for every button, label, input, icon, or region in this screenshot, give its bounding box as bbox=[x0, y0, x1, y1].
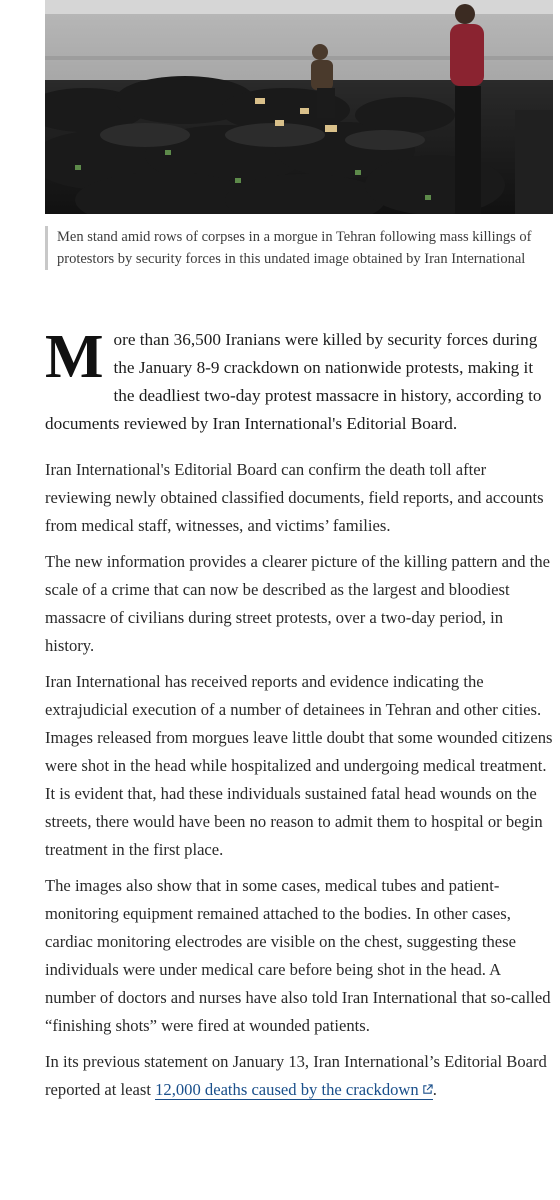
drop-cap: M bbox=[45, 323, 104, 391]
lead-paragraph bbox=[45, 323, 553, 438]
paragraph-text-before-link: In its previous statement on January 13, Iran International’s Editorial Board reported at least bbox=[45, 1052, 547, 1099]
lead-text: ore than 36,500 Iranians were killed by security forces during the January 8-9 crackdown on nationwide protests, making it the deadliest two-day protest massacre in history, according to documents reviewed by Iran International's Editorial Board. bbox=[45, 330, 542, 433]
deaths-report-link[interactable] bbox=[155, 1080, 433, 1100]
photo-caption bbox=[45, 226, 555, 270]
article-photo bbox=[45, 0, 553, 214]
body-paragraph: The images also show that in some cases, medical tubes and patient-monitoring equipment remained attached to the bodies. In other cases, cardiac monitoring electrodes are visible on the chest, suggesting these individuals were under medical care before being shot in the head. A number of doctors and nurses have also told Iran International that so-called “finishing shots” were fired at wounded patients. bbox=[45, 876, 551, 1035]
body-paragraph: The new information provides a clearer picture of the killing pattern and the scale of a crime that can now be described as the largest and bloodiest massacre of civilians during street protests, over a two-day period, in history. bbox=[45, 552, 550, 655]
paragraph-text-after-link: . bbox=[432, 1080, 437, 1099]
caption-text: Men stand amid rows of corpses in a morgue in Tehran following mass killings of protestors by security forces in this undated image obtained by Iran International bbox=[57, 229, 532, 267]
external-link-icon bbox=[422, 1084, 433, 1095]
article-body bbox=[45, 323, 553, 1104]
body-paragraph-with-link bbox=[45, 1048, 553, 1104]
body-paragraph: Iran International has received reports and evidence indicating the extrajudicial execution of a number of detainees in Tehran and other cities. Images released from morgues leave little doubt that some wounded citizens were shot in the head while hospitalized and undergoing medical treatment. It is evident that, had these individuals sustained fatal head wounds on the streets, there would have been no reason to admit them to hospital or begin treatment in the first place. bbox=[45, 672, 553, 859]
body-paragraph: Iran International's Editorial Board can confirm the death toll after reviewing newly obtained classified documents, field reports, and accounts from medical staff, witnesses, and victims’ families. bbox=[45, 460, 544, 535]
link-label: 12,000 deaths caused by the crackdown bbox=[155, 1080, 419, 1099]
